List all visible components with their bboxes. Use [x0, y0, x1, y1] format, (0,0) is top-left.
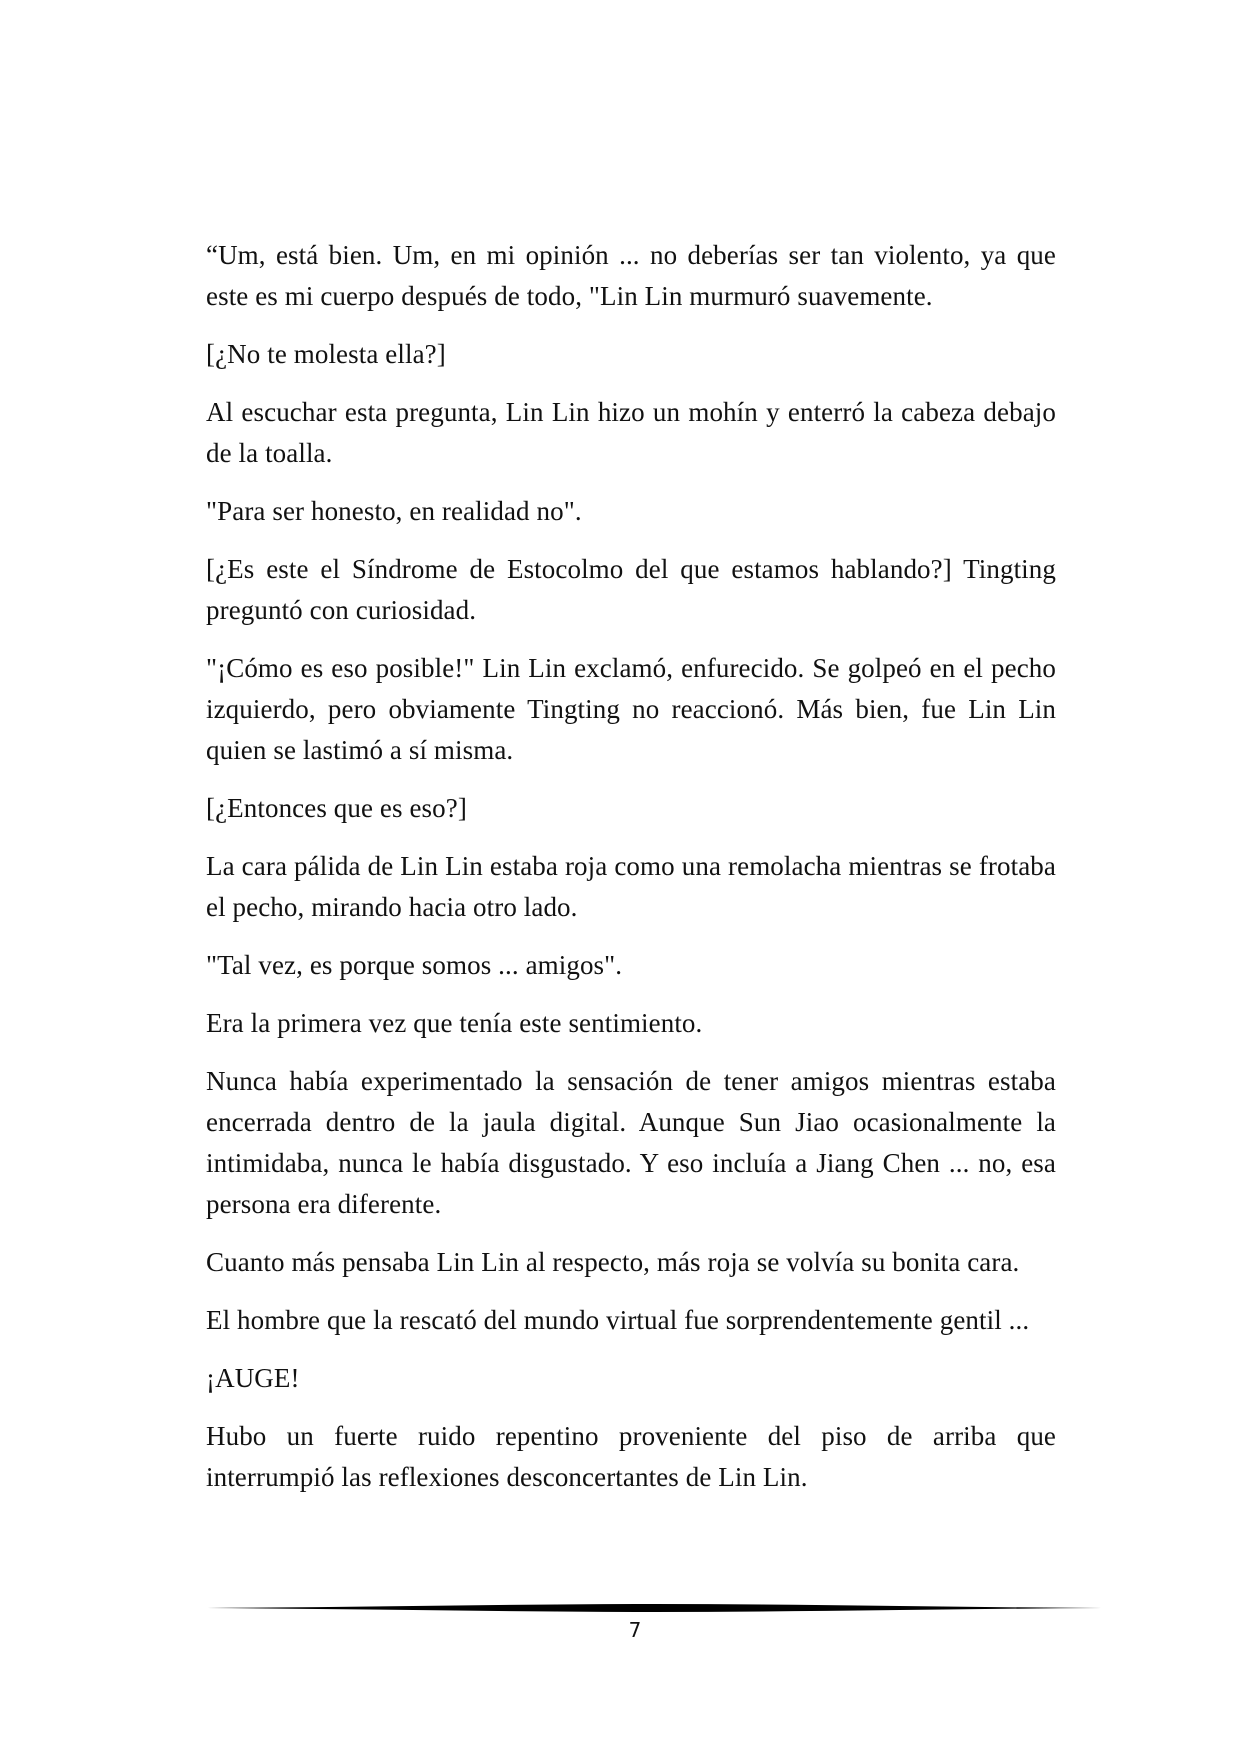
paragraph: El hombre que la rescató del mundo virtual fue sorprendentemente gentil ... [206, 1305, 1030, 1335]
paragraph: Nunca había experimentado la sensación de tener amigos mientras estaba encerrada dentro de la jaula digital. Aunque Sun Jiao ocasionalmente la intimidaba, nunca le había disgustado. Y eso incluía a Jiang Chen ... no, esa persona era diferente. [206, 1066, 1056, 1219]
paragraph: "Para ser honesto, en realidad no". [206, 496, 582, 526]
paragraph: ¡AUGE! [206, 1363, 300, 1393]
paragraph: Era la primera vez que tenía este sentimiento. [206, 1008, 703, 1038]
page-number: 7 [628, 1618, 642, 1642]
paragraph: [¿No te molesta ella?] [206, 339, 446, 369]
paragraph: [¿Entonces que es eso?] [206, 793, 467, 823]
paragraph: Cuanto más pensaba Lin Lin al respecto, más roja se volvía su bonita cara. [206, 1247, 1020, 1277]
paragraph: La cara pálida de Lin Lin estaba roja como una remolacha mientras se frotaba el pecho, mirando hacia otro lado. [206, 851, 1056, 922]
page-body [206, 235, 1056, 1515]
paragraph: “Um, está bien. Um, en mi opinión ... no deberías ser tan violento, ya que este es mi cuerpo después de todo, "Lin Lin murmuró suavemente. [206, 240, 1056, 311]
paragraph: "¡Cómo es eso posible!" Lin Lin exclamó, enfurecido. Se golpeó en el pecho izquierdo, pero obviamente Tingting no reaccionó. Más bien, fue Lin Lin quien se lastimó a sí misma. [206, 653, 1056, 765]
paragraph: Al escuchar esta pregunta, Lin Lin hizo un mohín y enterró la cabeza debajo de la toalla. [206, 397, 1056, 468]
paragraph: "Tal vez, es porque somos ... amigos". [206, 950, 623, 980]
paragraph: [¿Es este el Síndrome de Estocolmo del que estamos hablando?] Tingting preguntó con curiosidad. [206, 554, 1056, 625]
footer-divider [207, 1603, 1102, 1613]
paragraph: Hubo un fuerte ruido repentino proveniente del piso de arriba que interrumpió las reflexiones desconcertantes de Lin Lin. [206, 1421, 1056, 1492]
